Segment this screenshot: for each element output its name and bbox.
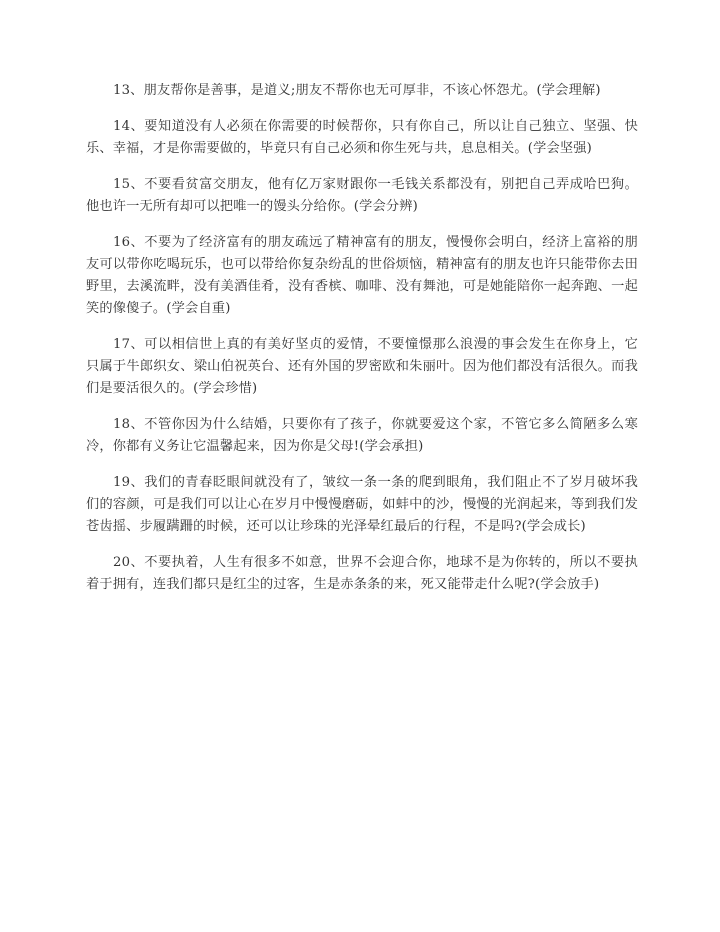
- document-body: [86, 80, 638, 610]
- paragraph-18: 18、不管你因为什么结婚，只要你有了孩子，你就要爱这个家，不管它多么简陋多么寒冷，你都有义务让它温馨起来，因为你是父母!(学会承担): [86, 417, 638, 454]
- paragraph-16: 16、不要为了经济富有的朋友疏远了精神富有的朋友，慢慢你会明白，经济上富裕的朋友可以带你吃喝玩乐，也可以带给你复杂纷乱的世俗烦恼，精神富有的朋友也许只能带你去田野里，去溪流畔，没有美酒佳肴，没有香槟、咖啡、没有舞池，可是她能陪你一起奔跑、一起笑的像傻子。(学会自重): [86, 235, 638, 316]
- paragraph-19: 19、我们的青春眨眼间就没有了，皱纹一条一条的爬到眼角，我们阻止不了岁月破坏我们的容颜，可是我们可以让心在岁月中慢慢磨砺，如蚌中的沙，慢慢的光润起来，等到我们发苍齿摇、步履蹒跚的时候，还可以让珍珠的光泽晕红最后的行程，不是吗?(学会成长): [86, 475, 638, 534]
- paragraph-13: 13、朋友帮你是善事，是道义;朋友不帮你也无可厚非，不该心怀怨尤。(学会理解): [113, 83, 601, 98]
- paragraph-20: 20、不要执着，人生有很多不如意，世界不会迎合你，地球不是为你转的，所以不要执着于拥有，连我们都只是红尘的过客，生是赤条条的来，死又能带走什么呢?(学会放手): [86, 555, 638, 592]
- paragraph-15: 15、不要看贫富交朋友，他有亿万家财跟你一毛钱关系都没有，别把自己弄成哈巴狗。他也许一无所有却可以把唯一的馒头分给你。(学会分辨): [86, 177, 638, 214]
- paragraph-14: 14、要知道没有人必须在你需要的时候帮你，只有你自己，所以让自己独立、坚强、快乐、幸福，才是你需要做的，毕竟只有自己必须和你生死与共，息息相关。(学会坚强): [86, 119, 638, 156]
- paragraph-17: 17、可以相信世上真的有美好坚贞的爱情，不要憧憬那么浪漫的事会发生在你身上，它只属于牛郎织女、梁山伯祝英台、还有外国的罗密欧和朱丽叶。因为他们都没有活很久。而我们是要活很久的。(学会珍惜): [86, 337, 638, 396]
